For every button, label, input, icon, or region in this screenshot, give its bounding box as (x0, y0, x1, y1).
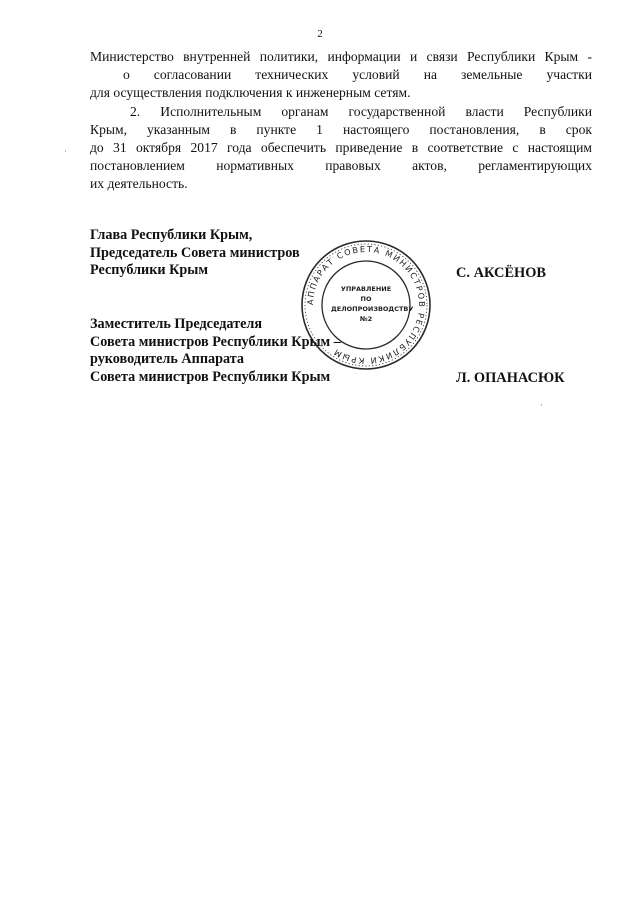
body-line-7: постановлением нормативных правовых актов, регламентирующих (90, 158, 592, 173)
signature-title-line: Глава Республики Крым, (90, 227, 253, 243)
signature-title-line: Республики Крым (90, 262, 209, 278)
stamp-center-line: ПО (360, 295, 372, 303)
body-line-1: Министерство внутренней политики, информации и связи Республики Крым - (90, 49, 592, 64)
page-number: 2 (317, 28, 323, 40)
stamp-center-text (331, 284, 414, 324)
body-line-4: 2. Исполнительным органам государственной власти Республики (130, 104, 592, 119)
ink-dot: · (64, 146, 67, 156)
stamp-center-line: УПРАВЛЕНИЕ (340, 285, 392, 293)
signature-title-line: Председатель Совета министров (90, 244, 300, 261)
signature-name-second: Л. ОПАНАСЮК (456, 370, 565, 386)
body-line-2: о согласовании технических условий на земельные участки (123, 67, 592, 82)
stamp-center-line: ДЕЛОПРОИЗВОДСТВУ (331, 305, 414, 313)
signature-title-second (90, 316, 341, 386)
ink-dot: · (540, 400, 543, 410)
stamp-center-line: №2 (359, 315, 373, 323)
signature-title-line: Совета министров Республики Крым (90, 368, 331, 385)
body-line-8: их деятельность. (90, 176, 188, 191)
stamp-ring-text: АППАРАТ СОВЕТА МИНИСТРОВ РЕСПУБЛИКИ КРЫМ (304, 243, 428, 367)
signature-name-first: С. АКСЁНОВ (456, 265, 547, 281)
signature-title-line: Заместитель Председателя (90, 316, 263, 332)
body-line-5: Крым, указанным в пункте 1 настоящего постановления, в срок (90, 122, 592, 137)
body-line-6: до 31 октября 2017 года обеспечить приведение в соответствие с настоящим (90, 140, 592, 155)
signature-title-line: Совета министров Республики Крым – (90, 333, 341, 350)
signature-title-first (90, 227, 300, 280)
signature-title-line: руководитель Аппарата (90, 351, 244, 367)
body-line-3: для осуществления подключения к инженерным сетям. (90, 85, 411, 100)
